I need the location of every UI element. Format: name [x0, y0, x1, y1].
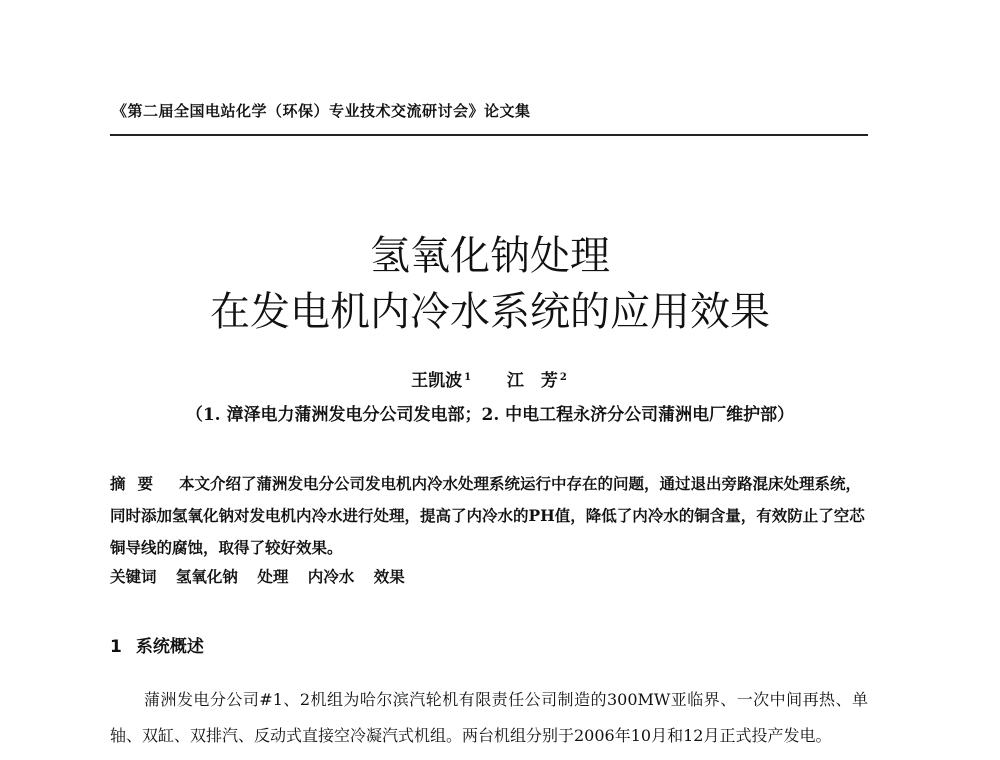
keyword: 处理 — [257, 567, 289, 586]
keywords — [110, 565, 868, 587]
author-list — [110, 366, 870, 391]
abstract-label: 摘要 — [110, 474, 166, 493]
keywords-label: 关键词 — [110, 567, 157, 586]
keyword: 氢氧化钠 — [175, 567, 238, 586]
affiliations: （1. 漳泽电力蒲洲发电分公司发电部；2. 中电工程永济分公司蒲洲电厂维护部） — [185, 405, 795, 425]
keyword: 效果 — [373, 567, 405, 586]
title-line-2: 在发电机内冷水系统的应用效果 — [210, 289, 770, 335]
author-affiliation-mark: 1 — [464, 372, 472, 383]
section-number: 1 — [110, 637, 122, 657]
section-heading — [110, 632, 204, 657]
title-line-1: 氢氧化钠处理 — [370, 233, 610, 279]
author-name: 王凯波 — [411, 371, 463, 391]
running-head: 《第二届全国电站化学（环保）专业技术交流研讨会》论文集 — [112, 102, 531, 120]
author-affiliation-mark: 2 — [559, 372, 567, 383]
abstract-text: 本文介绍了蒲洲发电分公司发电机内冷水处理系统运行中存在的问题，通过退出旁路混床处理系统，同时添加氢氧化钠对发电机内冷水进行处理，提高了内冷水的PH值，降低了内冷水的铜含量，有效防止了空芯铜导线的腐蚀，取得了较好效果。 — [110, 474, 865, 557]
body-paragraph: 蒲洲发电分公司#1、2机组为哈尔滨汽轮机有限责任公司制造的300MW亚临界、一次中间再热、单轴、双缸、双排汽、反动式直接空冷凝汽式机组。两台机组分别于2006年10月和12月正式投产发电。 — [110, 690, 868, 745]
abstract — [110, 468, 868, 564]
keyword: 内冷水 — [307, 567, 355, 586]
header-rule — [110, 134, 868, 136]
author-name: 江 芳 — [506, 371, 558, 391]
section-title: 系统概述 — [135, 637, 204, 657]
paper-title — [110, 228, 870, 340]
